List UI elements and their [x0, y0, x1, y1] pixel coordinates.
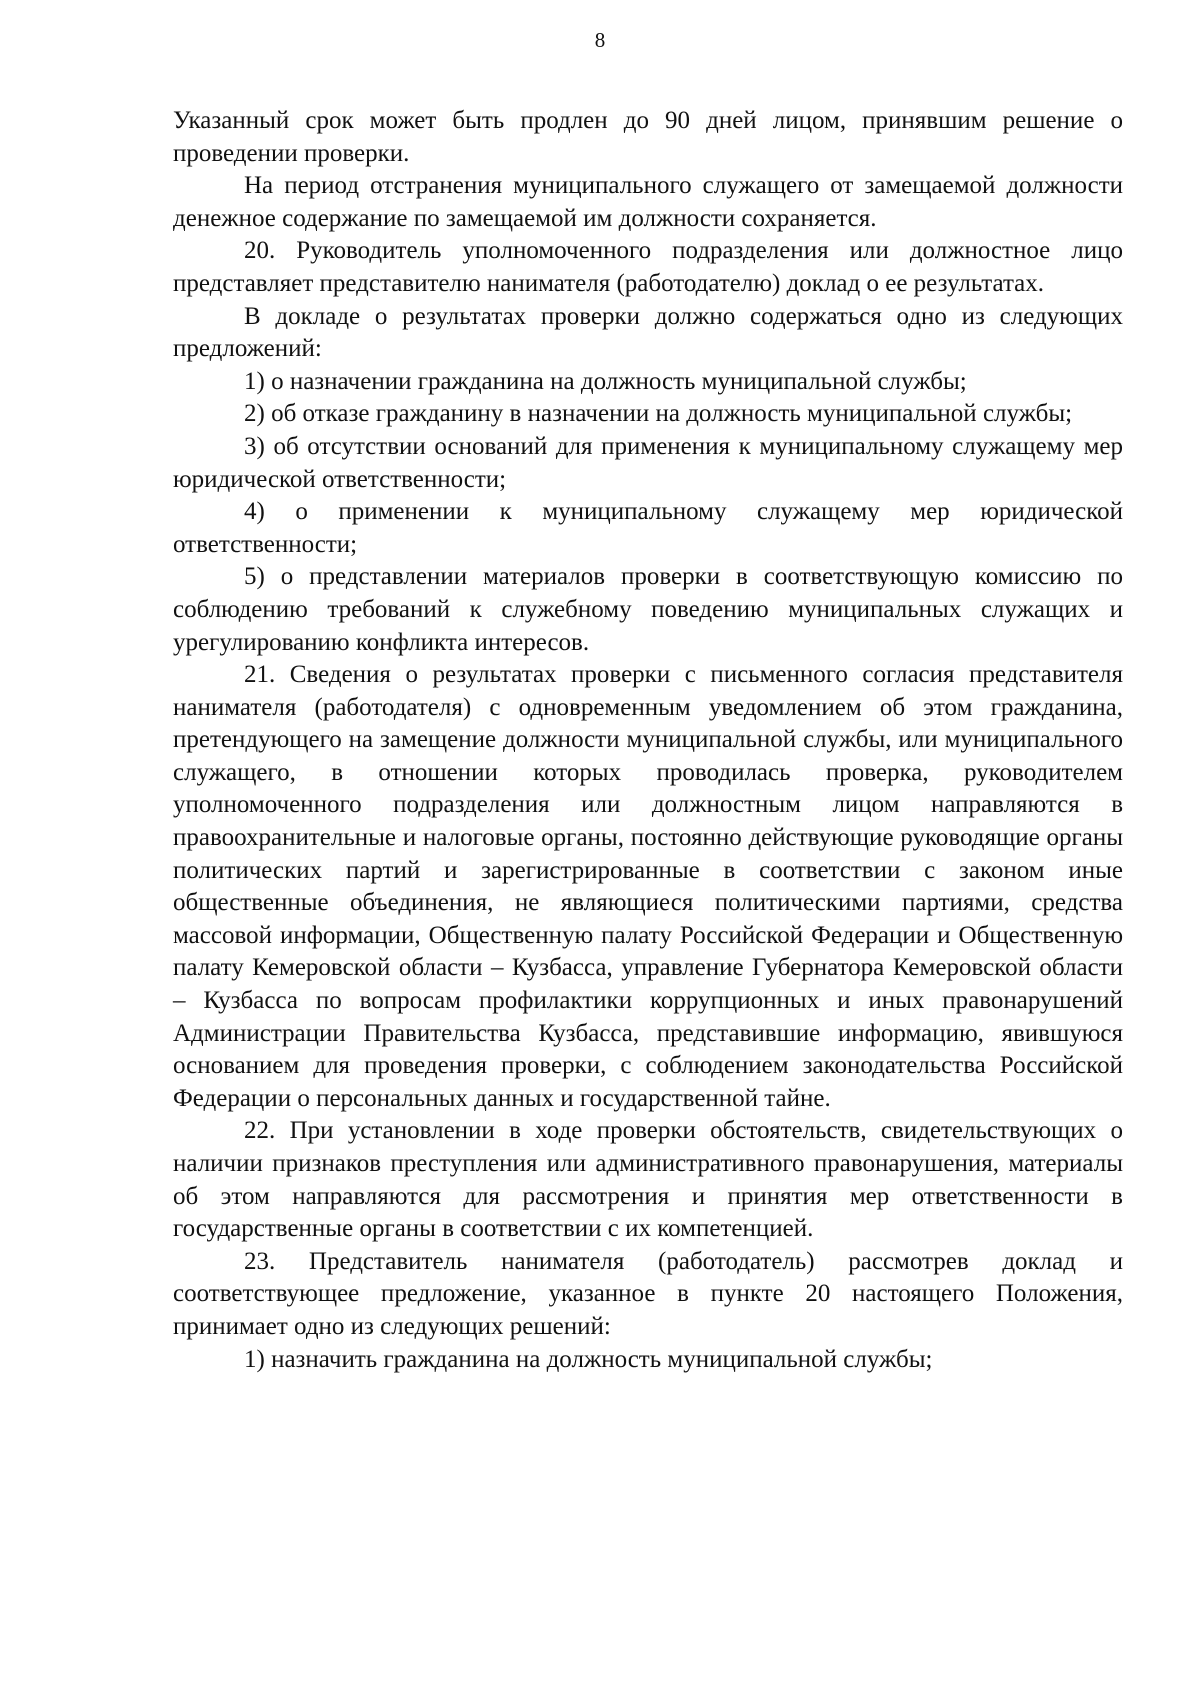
paragraph: 22. При установлении в ходе проверки обстоятельств, свидетельствующих о наличии признаков преступления или административного правонарушения, материалы об этом направляются для рассмотрения и принятия мер ответственности в государственные органы в соответствии с их компетенцией.	[173, 1117, 1123, 1243]
list-item: 3) об отсутствии оснований для применения к муниципальному служащему мер юридической ответственности;	[173, 432, 1123, 493]
document-body	[173, 105, 1123, 1376]
paragraph: В докладе о результатах проверки должно содержаться одно из следующих предложений:	[173, 302, 1123, 363]
list-item: 4) о применении к муниципальному служащему мер юридической ответственности;	[173, 498, 1123, 558]
list-item: 1) назначить гражданина на должность муниципальной службы;	[244, 1345, 933, 1373]
paragraph: На период отстранения муниципального служащего от замещаемой должности денежное содержание по замещаемой им должности сохраняется.	[173, 172, 1123, 232]
paragraph: 23. Представитель нанимателя (работодатель) рассмотрев доклад и соответствующее предложение, указанное в пункте 20 настоящего Положения, принимает одно из следующих решений:	[173, 1247, 1123, 1340]
paragraph: 20. Руководитель уполномоченного подразделения или должностное лицо представляет представителю нанимателя (работодателю) доклад о ее результатах.	[173, 237, 1123, 297]
paragraph: Указанный срок может быть продлен до 90 дней лицом, принявшим решение о проведении проверки.	[173, 107, 1123, 167]
list-item: 1) о назначении гражданина на должность муниципальной службы;	[244, 367, 967, 395]
page-number: 8	[594, 28, 606, 52]
list-item: 2) об отказе гражданину в назначении на должность муниципальной службы;	[244, 400, 1073, 428]
list-item: 5) о представлении материалов проверки в соответствующую комиссию по соблюдению требований к служебному поведению муниципальных служащих и урегулированию конфликта интересов.	[173, 563, 1123, 656]
paragraph: 21. Сведения о результатах проверки с письменного согласия представителя нанимателя (работодателя) с одновременным уведомлением об этом гражданина, претендующего на замещение должности муниципальной службы, или муниципального служащего, в отношении которых проводилась проверка, руководителем уполномоченного подразделения или должностным лицом направляются в правоохранительные и налоговые органы, постоянно действующие руководящие органы политических партий и зарегистрированные в соответствии с законом иные общественные объединения, не являющиеся политическими партиями, средства массовой информации, Общественную палату Российской Федерации и Общественную палату Кемеровской области – Кузбасса, управление Губернатора Кемеровской области – Кузбасса по вопросам профилактики коррупционных и иных правонарушений Администрации Правительства Кузбасса, представившие информацию, явившуюся основанием для проведения проверки, с соблюдением законодательства Российской Федерации о персональных данных и государственной тайне.	[173, 661, 1123, 1112]
